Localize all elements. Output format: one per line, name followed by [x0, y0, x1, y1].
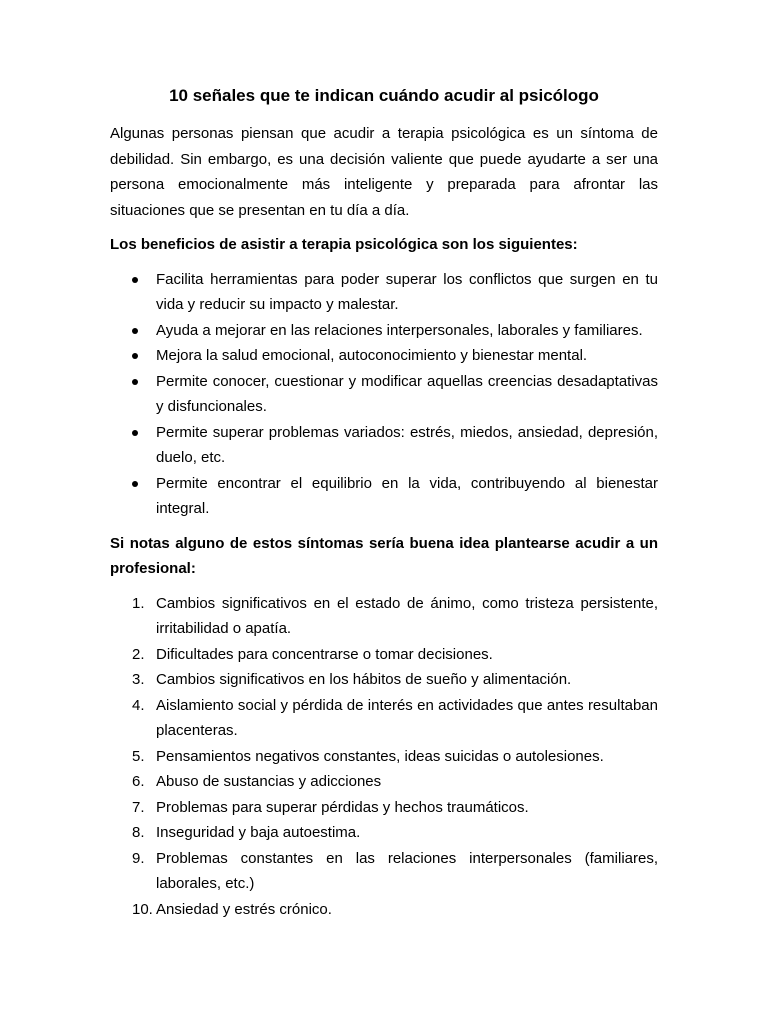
sign-item [110, 795, 658, 821]
bullet-icon [132, 379, 138, 385]
benefits-heading: Los beneficios de asistir a terapia psicológica son los siguientes: [110, 236, 578, 253]
sign-item [110, 769, 658, 795]
bullet-icon [132, 328, 138, 334]
sign-number: 5. [132, 747, 145, 765]
sign-text: Cambios significativos en los hábitos de sueño y alimentación. [156, 671, 572, 688]
sign-item [110, 642, 658, 668]
sign-text: Problemas para superar pérdidas y hechos traumáticos. [156, 798, 529, 816]
document-title: 10 señales que te indican cuándo acudir al psicólogo [169, 86, 599, 105]
sign-item [110, 591, 658, 642]
bullet-icon [132, 277, 138, 283]
sign-text: Problemas constantes en las relaciones interpersonales (familiares, laborales, etc.) [156, 849, 658, 892]
benefit-text: Facilita herramientas para poder superar los conflictos que surgen en tu vida y reducir su impacto y malestar. [156, 270, 658, 313]
signs-heading: Si notas alguno de estos síntomas sería buena idea plantearse acudir a un profesional: [110, 534, 658, 577]
sign-number: 3. [132, 671, 145, 688]
bullet-icon [132, 481, 138, 487]
benefit-text: Mejora la salud emocional, autoconocimiento y bienestar mental. [156, 347, 588, 364]
sign-number: 7. [132, 798, 145, 816]
bullet-icon [132, 430, 138, 436]
sign-number: 1. [132, 594, 145, 612]
sign-number: 6. [132, 773, 145, 790]
sign-text: Pensamientos negativos constantes, ideas suicidas o autolesiones. [156, 747, 604, 765]
sign-number: 9. [132, 849, 145, 867]
benefit-text: Ayuda a mejorar en las relaciones interpersonales, laborales y familiares. [156, 321, 643, 339]
benefit-text: Permite superar problemas variados: estrés, miedos, ansiedad, depresión, duelo, etc. [156, 423, 658, 466]
benefit-item [110, 318, 658, 344]
sign-text: Abuso de sustancias y adicciones [156, 773, 382, 790]
sign-text: Aislamiento social y pérdida de interés en actividades que antes resultaban placenteras. [156, 696, 658, 739]
sign-number: 8. [132, 824, 145, 841]
bullet-icon [132, 353, 138, 359]
sign-number: 10. [132, 900, 153, 918]
sign-text: Ansiedad y estrés crónico. [156, 900, 332, 918]
benefit-text: Permite encontrar el equilibrio en la vida, contribuyendo al bienestar integral. [156, 474, 658, 517]
sign-item [110, 897, 658, 923]
sign-item [110, 744, 658, 770]
sign-number: 2. [132, 645, 145, 663]
sign-number: 4. [132, 696, 145, 714]
benefit-text: Permite conocer, cuestionar y modificar aquellas creencias desadaptativas y disfuncionales. [156, 372, 658, 415]
sign-text: Cambios significativos en el estado de ánimo, como tristeza persistente, irritabilidad o apatía. [156, 594, 658, 637]
intro-paragraph: Algunas personas piensan que acudir a terapia psicológica es un síntoma de debilidad. Sin embargo, es una decisión valiente que puede ayudarte a ser una persona emocionalmente más inteligente y preparada para afrontar las situaciones que se presentan en tu día a día. [110, 125, 658, 219]
benefit-item [110, 267, 658, 318]
sign-item [110, 693, 658, 744]
sign-item [110, 846, 658, 897]
sign-item [110, 667, 658, 693]
benefit-item [110, 369, 658, 420]
benefits-list [110, 267, 658, 522]
sign-text: Dificultades para concentrarse o tomar decisiones. [156, 645, 493, 663]
benefit-item [110, 471, 658, 522]
benefit-item [110, 420, 658, 471]
sign-item [110, 820, 658, 846]
signs-list [110, 591, 658, 923]
sign-text: Inseguridad y baja autoestima. [156, 824, 361, 841]
benefit-item [110, 343, 658, 369]
